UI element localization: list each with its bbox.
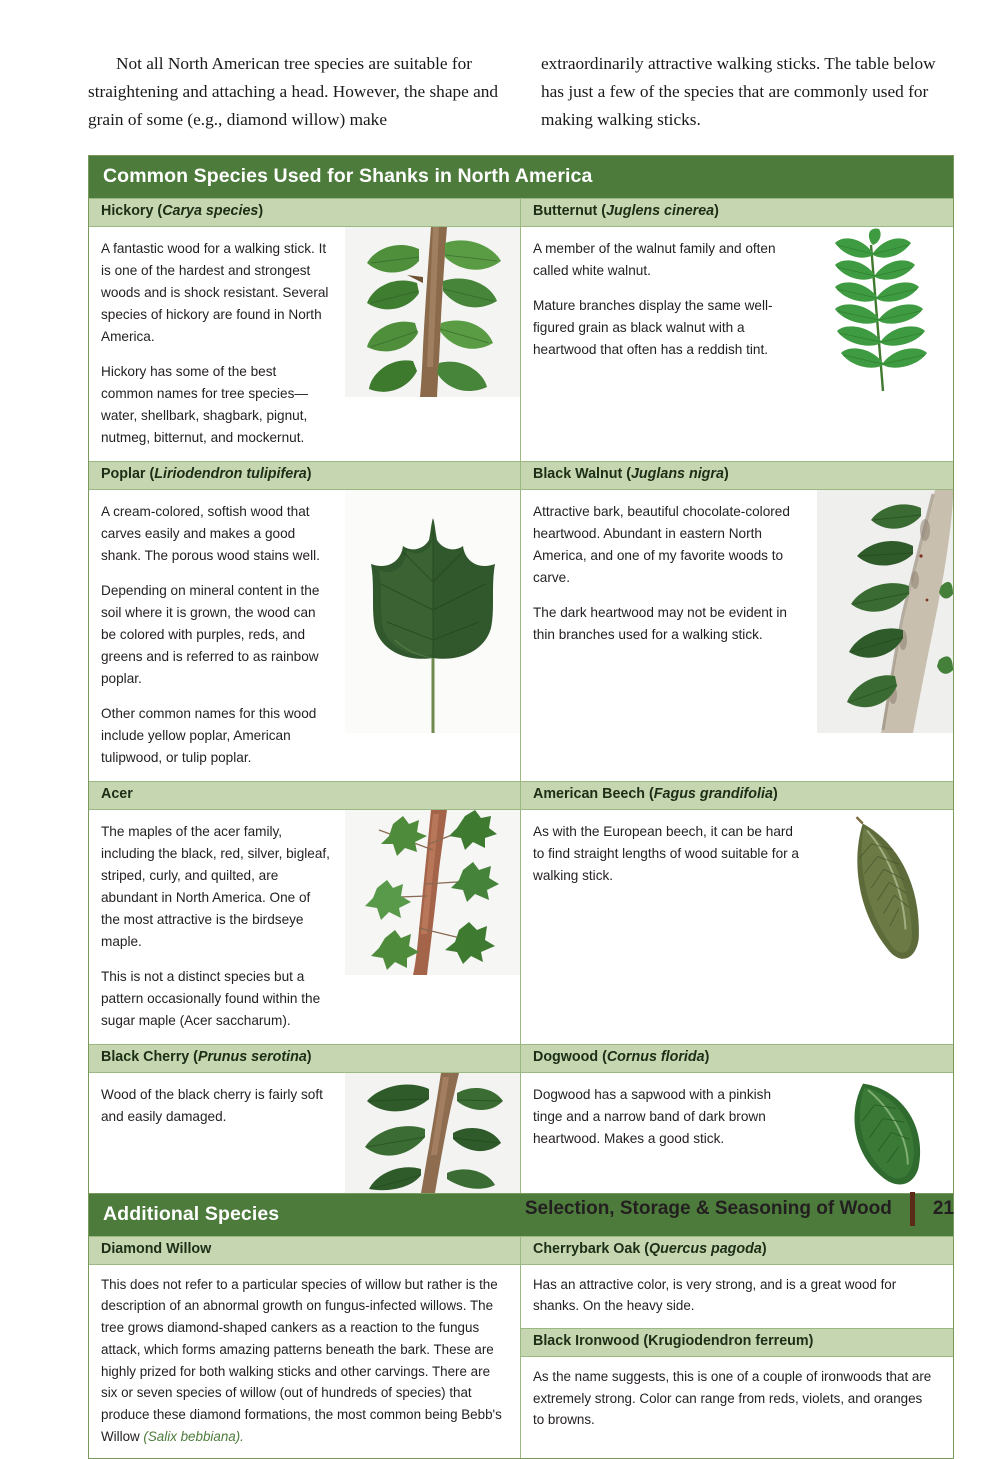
species-description	[89, 1265, 520, 1459]
species-description	[89, 227, 345, 461]
species-cell-black-cherry	[89, 1044, 521, 1193]
species-description	[521, 1265, 953, 1328]
paragraph: Depending on mineral content in the soil where it is grown, the wood can be colored with purples, reds, and greens and is referred to as rainbow poplar.	[101, 582, 320, 686]
species-table	[88, 155, 954, 1459]
species-name: Black Cherry (	[101, 1049, 198, 1066]
table-row	[89, 198, 953, 461]
species-cell-dogwood	[521, 1044, 953, 1193]
species-name: Poplar (	[101, 466, 155, 482]
species-description	[521, 1073, 817, 1193]
paragraph: A fantastic wood for a walking stick. It is one of the hardest and strongest woods and is shock resistant. Several species of hickory are found in North America.	[101, 240, 329, 344]
species-header	[521, 1328, 953, 1357]
species-header	[89, 1236, 520, 1265]
intro-column-right	[541, 50, 954, 135]
species-description	[521, 490, 817, 733]
species-description	[521, 810, 817, 975]
paragraph: Hickory has some of the best common names for tree species—water, shellbark, shagbark, pignut, nutmeg, bitternut, and mockernut.	[101, 363, 309, 445]
species-name-end: )	[714, 203, 719, 219]
additional-species-band: Additional Species	[89, 1193, 953, 1236]
tulip-poplar-leaf-photo	[345, 490, 520, 733]
species-cell-american-beech	[521, 781, 953, 1044]
page-footer	[525, 1192, 954, 1226]
footer-chapter-title: Selection, Storage & Seasoning of Wood	[524, 1198, 892, 1219]
species-header	[521, 461, 953, 490]
footer-page-number: 21	[932, 1198, 954, 1219]
highlight-latin: (Salix bebbiana).	[143, 1428, 244, 1444]
species-name: Acer	[101, 786, 133, 803]
paragraph: Dogwood has a sapwood with a pinkish tinge and a narrow band of dark brown heartwood. Makes a good stick.	[533, 1086, 772, 1146]
species-latin: Cornus florida	[606, 1049, 705, 1066]
species-latin: Carya species	[162, 203, 259, 219]
species-cell-acer	[89, 781, 521, 1044]
species-latin: Juglens cinerea	[606, 203, 715, 219]
paragraph: As with the European beech, it can be hard to find straight lengths of wood suitable for a walking stick.	[533, 823, 799, 883]
species-header	[521, 1236, 953, 1265]
additional-cell-diamond-willow	[89, 1236, 521, 1458]
species-name-end: )	[772, 786, 778, 803]
table-row	[89, 1044, 953, 1193]
paragraph: Has an attractive color, is very strong, and is a great wood for shanks. On the heavy side.	[533, 1276, 897, 1314]
species-name: Cherrybark Oak (	[533, 1240, 650, 1257]
species-header	[89, 781, 520, 810]
species-latin: Prunus serotina	[197, 1049, 307, 1066]
species-name-end: )	[306, 466, 312, 482]
species-latin: Liriodendron tulipifera	[154, 466, 307, 482]
species-name: Butternut (	[533, 203, 607, 219]
species-header	[89, 1044, 520, 1073]
additional-species-row	[89, 1236, 953, 1458]
species-name: Dogwood (	[533, 1049, 607, 1066]
paragraph: The maples of the acer family, including the black, red, silver, bigleaf, striped, curly, and quilted, are abundant in North America. One of the most attractive is the birdseye maple.	[101, 823, 330, 949]
species-description	[521, 1357, 953, 1442]
intro-paragraph	[88, 50, 954, 135]
paragraph	[101, 1274, 504, 1448]
paragraph: The dark heartwood may not be evident in thin branches used for a walking stick.	[533, 604, 787, 642]
species-description	[89, 490, 345, 781]
species-cell-butternut	[521, 198, 953, 461]
hickory-branch-photo	[345, 227, 520, 397]
additional-cell-right	[521, 1236, 953, 1458]
paragraph: Other common names for this wood include yellow poplar, American tulipwood, or tulip poplar.	[101, 705, 317, 766]
species-name: Black Walnut (	[533, 466, 631, 482]
species-name-end: )	[306, 1049, 312, 1066]
species-name: Hickory (	[101, 203, 163, 219]
species-name-end: )	[704, 1049, 710, 1066]
paragraph: Mature branches display the same well-figured grain as black walnut with a heartwood that often has a reddish tint.	[533, 297, 773, 357]
species-name: Diamond Willow	[101, 1240, 212, 1257]
paragraph: Wood of the black cherry is fairly soft and easily damaged.	[101, 1086, 323, 1124]
black-walnut-branch-photo	[817, 490, 953, 733]
table-title-band: Common Species Used for Shanks in North America	[89, 156, 953, 198]
species-name: Black Ironwood (Krugiodendron ferreum)	[533, 1333, 814, 1350]
paragraph: Attractive bark, beautiful chocolate-colored heartwood. Abundant in eastern North America, and one of my favorite woods to carve.	[533, 503, 790, 585]
dogwood-leaf-photo	[817, 1073, 953, 1193]
beech-leaf-photo	[817, 810, 953, 975]
species-header	[89, 461, 520, 490]
species-header	[521, 781, 953, 810]
maple-branch-photo	[345, 810, 520, 975]
species-header	[521, 1044, 953, 1073]
paragraph: As the name suggests, this is one of a couple of ironwoods that are extremely strong. Color can range from reds, violets, and oranges to browns.	[533, 1369, 932, 1428]
species-cell-hickory	[89, 198, 521, 461]
species-name-end: )	[258, 203, 264, 219]
species-description	[521, 227, 817, 397]
species-cell-black-walnut	[521, 461, 953, 781]
paragraph: A cream-colored, softish wood that carves easily and makes a good shank. The porous wood stains well.	[101, 503, 320, 563]
table-row	[89, 781, 953, 1044]
butternut-compound-leaf-photo	[817, 227, 953, 397]
paragraph-text: This does not refer to a particular species of willow but rather is the description of an abnormal growth on fungus-infected willows. The tree grows diamond-shaped cankers as a reaction to the fungus attack, which forms amazing patterns beneath the bark. These are highly prized for both walking sticks and other carvings. There are six or seven species of willow (out of hundreds of species) that produce these diamond formations, the most common being Bebb's Willow	[101, 1276, 502, 1444]
species-cell-poplar	[89, 461, 521, 781]
species-name-end: )	[723, 466, 729, 482]
intro-column-left	[88, 50, 501, 135]
species-header	[89, 198, 520, 227]
species-latin: Juglans nigra	[630, 466, 724, 482]
paragraph: A member of the walnut family and often called white walnut.	[533, 240, 776, 278]
table-row	[89, 461, 953, 781]
intro-text-right: extraordinarily attractive walking sticks. The table below has just a few of the species that are commonly used for making walking sticks.	[541, 54, 936, 130]
intro-text-left: Not all North American tree species are suitable for straightening and attaching a head. However, the shape and grain of some (e.g., diamond willow) make	[88, 54, 499, 130]
species-name: American Beech (	[533, 786, 654, 803]
black-cherry-branch-photo	[345, 1073, 520, 1193]
species-description	[89, 810, 345, 1044]
species-latin: Quercus pagoda	[649, 1240, 762, 1257]
paragraph: This is not a distinct species but a pattern occasionally found within the sugar maple (Acer saccharum).	[101, 968, 321, 1029]
species-header	[521, 198, 953, 227]
species-description	[89, 1073, 345, 1193]
species-name-end: )	[761, 1240, 767, 1257]
species-latin: Fagus grandifolia	[653, 786, 773, 803]
